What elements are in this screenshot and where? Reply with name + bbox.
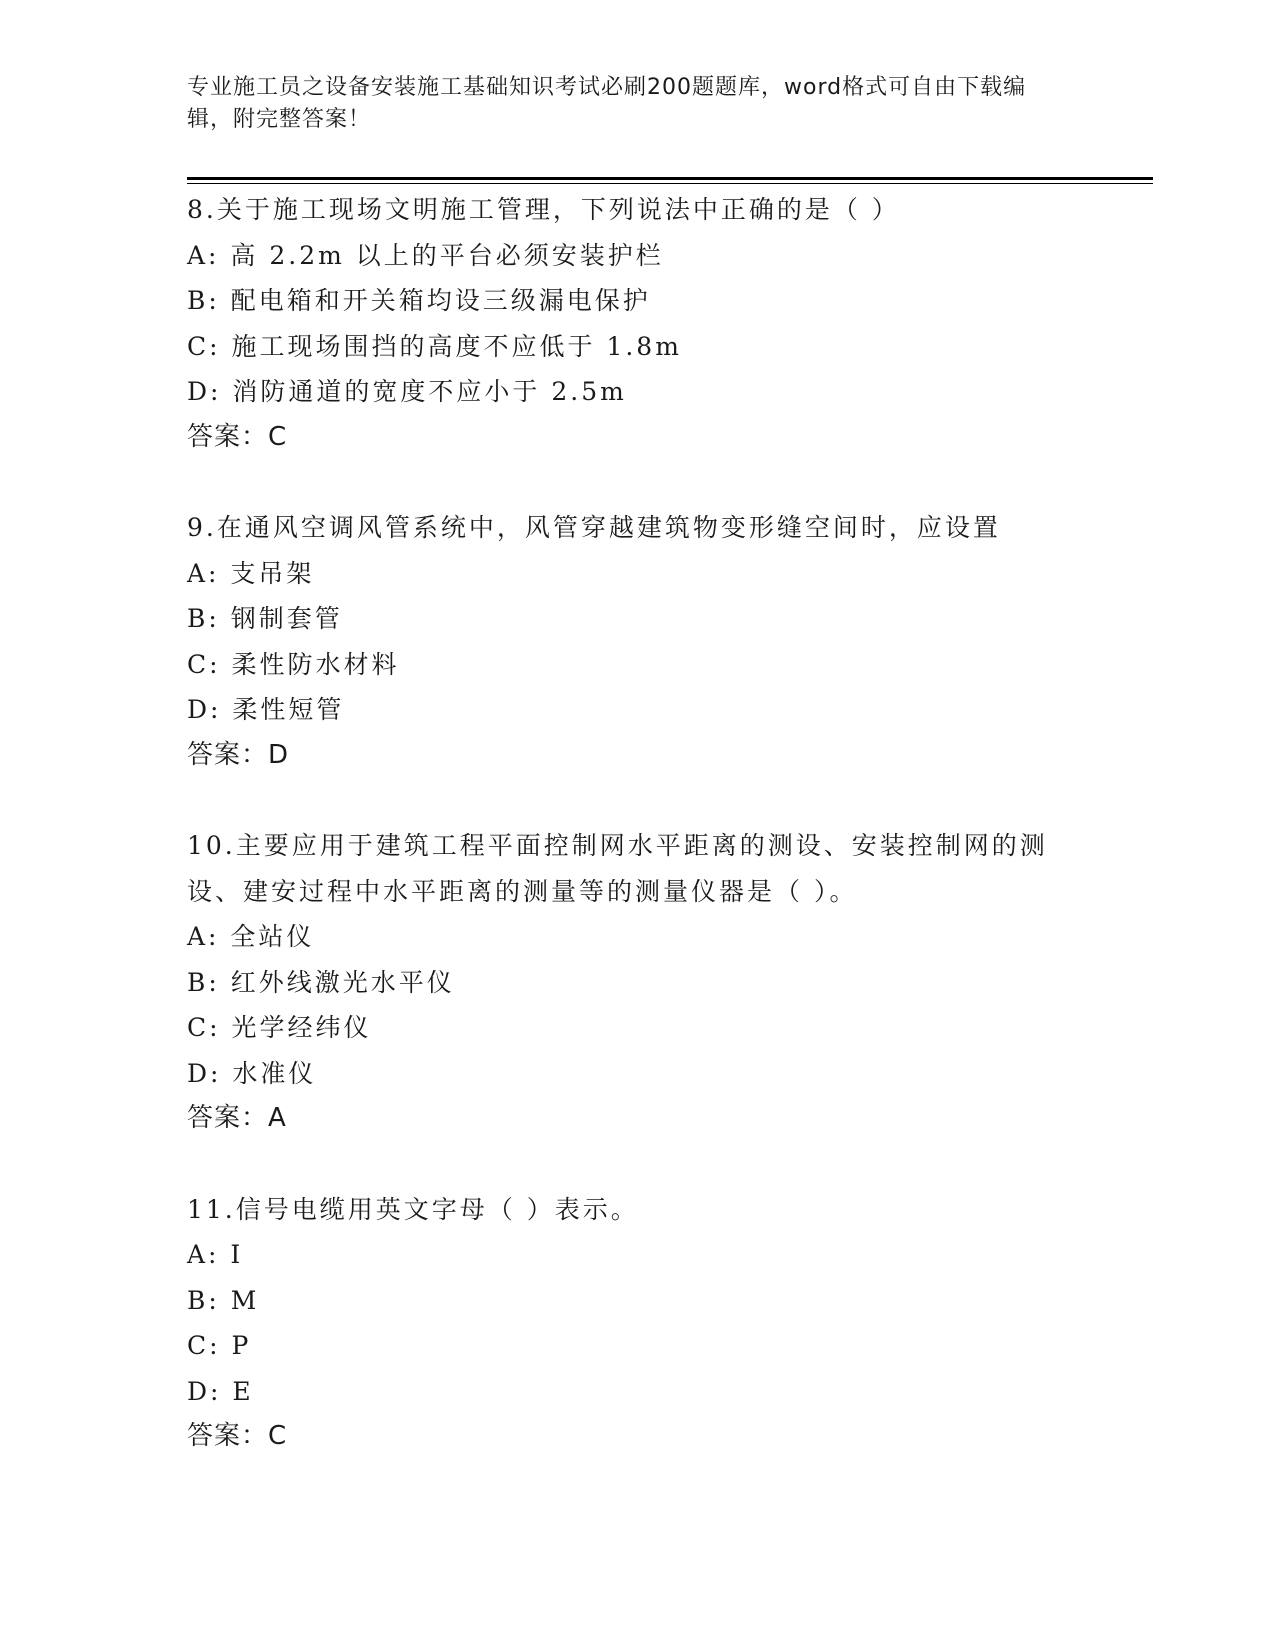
option-b: B: 配电箱和开关箱均设三级漏电保护 bbox=[187, 286, 651, 315]
option-b: B: 钢制套管 bbox=[187, 604, 343, 633]
option-b: B: 红外线激光水平仪 bbox=[187, 967, 455, 997]
document-header: 专业施工员之设备安装施工基础知识考试必刷200题题库，word格式可自由下载编辑，附完整答案！ bbox=[187, 75, 1027, 132]
question-9 bbox=[187, 505, 1087, 778]
question-stem: 11.信号电缆用英文字母（ ）表示。 bbox=[187, 1194, 639, 1224]
header-rule-thin bbox=[187, 183, 1153, 184]
answer: 答案：D bbox=[187, 739, 290, 770]
question-stem: 9.在通风空调风管系统中，风管穿越建筑物变形缝空间时，应设置 bbox=[187, 513, 1001, 542]
question-spacer bbox=[187, 778, 1087, 823]
question-stem: 10.主要应用于建筑工程平面控制网水平距离的测设、安装控制网的测设、建安过程中水平距离的测量等的测量仪器是（ ）。 bbox=[187, 831, 1048, 906]
option-c: C: 光学经纬仪 bbox=[187, 1013, 372, 1042]
header-rule-thick bbox=[187, 177, 1153, 180]
option-d: D: 消防通道的宽度不应小于 2.5m bbox=[187, 377, 627, 406]
question-10 bbox=[187, 823, 1087, 1142]
answer: 答案：C bbox=[187, 421, 288, 452]
option-a: A: 全站仪 bbox=[187, 922, 315, 951]
question-stem: 8.关于施工现场文明施工管理，下列说法中正确的是（ ） bbox=[187, 195, 900, 224]
option-a: A: 高 2.2m 以上的平台必须安装护栏 bbox=[187, 240, 664, 270]
question-list bbox=[187, 187, 1087, 1460]
option-d: D: 柔性短管 bbox=[187, 695, 345, 724]
question-11 bbox=[187, 1187, 1087, 1460]
answer: 答案：C bbox=[187, 1421, 288, 1451]
option-d: D: E bbox=[187, 1376, 254, 1406]
question-8 bbox=[187, 187, 1087, 460]
option-b: B: M bbox=[187, 1285, 260, 1315]
option-c: C: P bbox=[187, 1331, 252, 1360]
option-d: D: 水准仪 bbox=[187, 1058, 317, 1088]
option-c: C: 施工现场围挡的高度不应低于 1.8m bbox=[187, 331, 682, 361]
option-a: A: I bbox=[187, 1240, 244, 1269]
question-spacer bbox=[187, 460, 1087, 505]
answer: 答案：A bbox=[187, 1103, 287, 1133]
option-a: A: 支吊架 bbox=[187, 558, 315, 588]
option-c: C: 柔性防水材料 bbox=[187, 649, 400, 679]
question-spacer bbox=[187, 1142, 1087, 1187]
